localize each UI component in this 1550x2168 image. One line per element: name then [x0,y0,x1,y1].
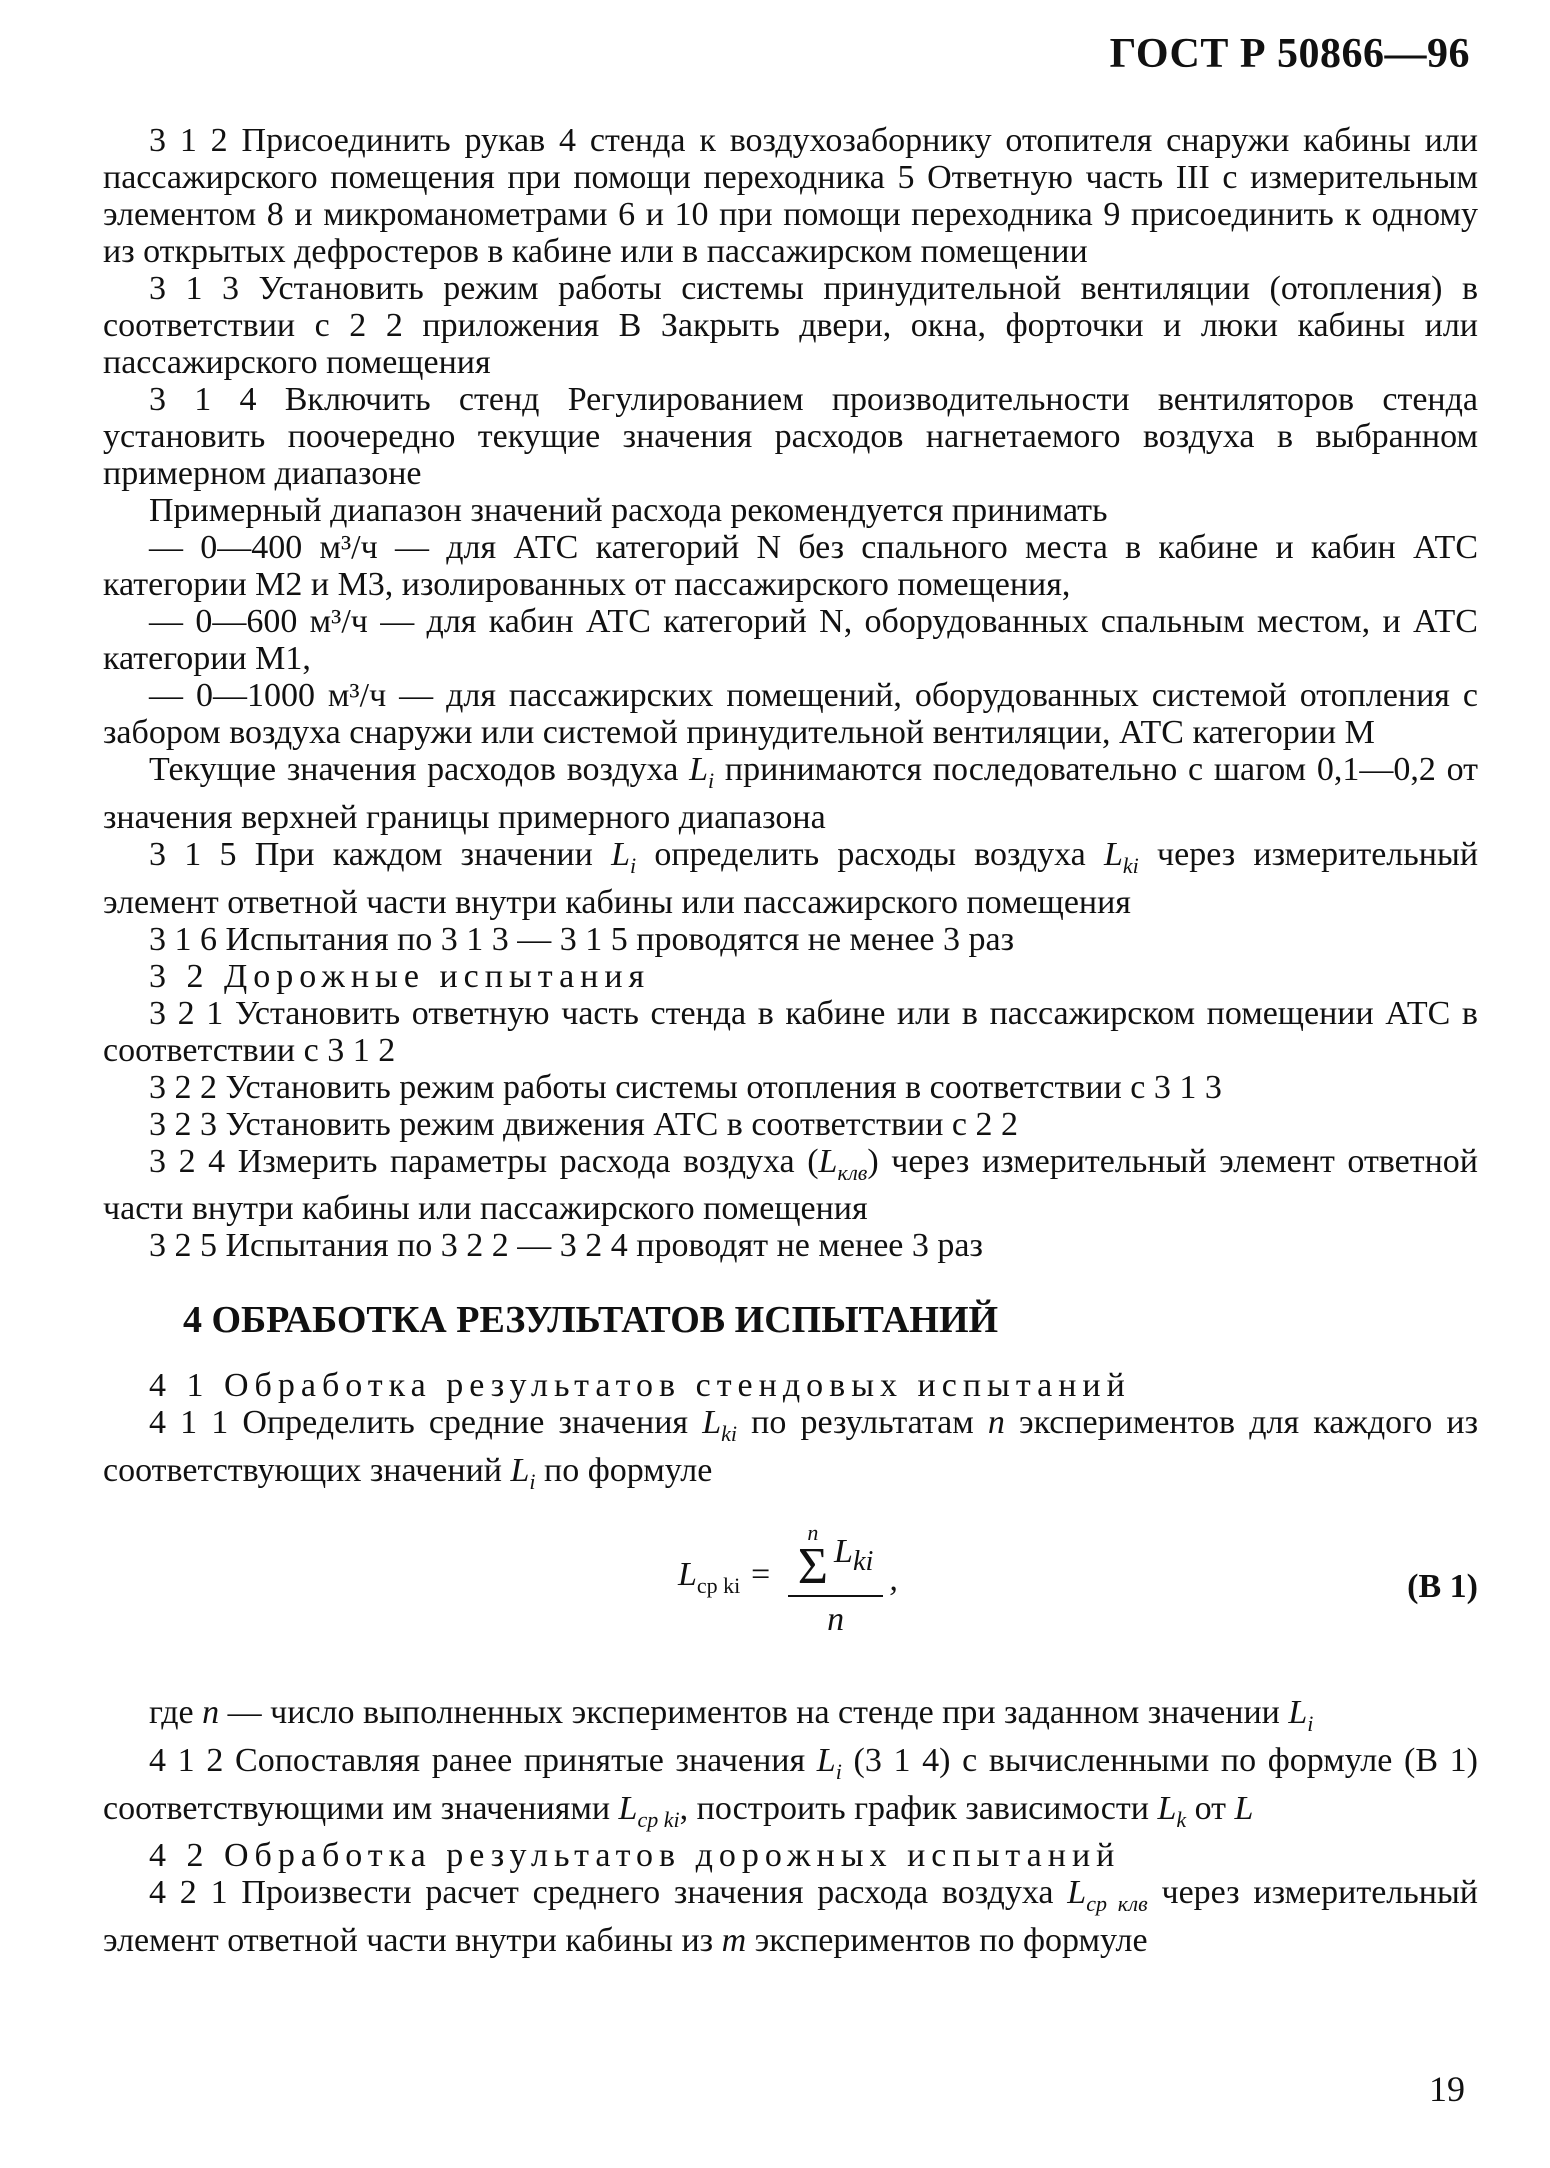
range-item-1: — 0—400 м³/ч — для АТС категорий N без спального места в кабине и кабин АТС категории M2 и M3, изолированных от пассажирского помещения, [103,529,1478,603]
formula-b1 [103,1514,1478,1684]
text-run: 4 1 1 Определить средние значения [149,1404,703,1442]
symbol-L: L [1234,1789,1254,1827]
text-run: через измерительный элемент ответной части внутри кабины из [103,1874,1479,1960]
formula-denominator: n [827,1600,845,1638]
sum-operator: n Σ [797,1519,829,1595]
sigma-icon: Σ [797,1537,829,1595]
symbol-L-i: $L_i$ [510,1452,536,1494]
symbol-L-i: $L_i$ [1288,1693,1314,1736]
paragraph-3-1-2: 3 1 2 Присоединить рукав 4 стенда к воздухозаборнику отопителя снаружи кабины или пассажирского помещения при помощи переходника 5 Ответную часть III с измерительным элементом 8 и микроманометрами 6 и 10 при помощи переходника 9 присоединить к одному из открытых дефростеров в кабине или в пассажирском помещении [103,122,1478,270]
symbol-L-i: $L_i$ [611,835,637,878]
subsection-4-1-title: 4 1 Обработка результатов стендовых испытаний [149,1367,1131,1405]
symbol-L-cp-ki: $L_{ср ki}$ [618,1789,680,1832]
text-run: (3 1 4) с вычисленными по формуле (В 1) соответствующими им значениями [103,1741,1478,1827]
section-4-title: 4 ОБРАБОТКА РЕЗУЛЬТАТОВ ИСПЫТАНИЙ [183,1299,999,1342]
text-run: , построить график зависимости [679,1789,1158,1827]
text-run: по результатам [737,1404,988,1442]
symbol-L-i: $L_i$ [816,1741,842,1784]
symbol-L-cp-klv: $L_{ср клв}$ [1067,1874,1148,1917]
symbol-L-ki: $L_{ki}$ [1104,835,1139,878]
text-run: экспериментов для каждого из соответствующих значений [103,1404,1478,1490]
paragraph-3-1-4: 3 1 4 Включить стенд Регулированием производительности вентиляторов стенда установить поочередно текущие значения расходов нагнетаемого воздуха в выбранном примерном диапазоне [103,381,1478,492]
paragraph-3-2-1: 3 2 1 Установить ответную часть стенда в кабине или в пассажирском помещении АТС в соответствии с 3 1 2 [103,994,1478,1069]
text-run: принимаются последовательно с шагом 0,1—0,2 от значения верхней границы примерного диапазона [103,751,1478,836]
symbol-L-i: $L_i$ [689,751,715,793]
page-number: 19 [1429,2069,1465,2109]
symbol-L-klv: $L_{клв}$ [818,1142,868,1185]
text-run: через измерительный элемент ответной части внутри кабины или пассажирского помещения [103,835,1479,921]
text-run: определить расходы воздуха [636,835,1104,873]
subsection-4-2-title: 4 2 Обработка результатов дорожных испытаний [149,1837,1121,1875]
formula-lhs: $L_{ср ki}$ = [678,1555,772,1598]
text-run: 4 2 1 Произвести расчет среднего значения расхода воздуха [149,1874,1068,1912]
text-run: 3 1 5 При каждом значении [149,835,612,873]
paragraph-3-1-6: 3 1 6 Испытания по 3 1 3 — 3 1 5 проводятся не менее 3 раз [149,920,1015,958]
range-item-3: — 0—1000 м³/ч — для пассажирских помещений, оборудованных системой отопления с забором воздуха снаружи или системой принудительной вентиляции, АТС категории M [103,677,1478,751]
paragraph-3-2-5: 3 2 5 Испытания по 3 2 2 — 3 2 4 проводят не менее 3 раз [149,1227,983,1265]
symbol-L-k: $L_k$ [1157,1789,1187,1832]
document-body [103,122,1478,1959]
text-run: от [1186,1789,1235,1827]
symbol-n: n [987,1404,1005,1442]
text-run: 3 2 4 Измерить параметры расхода воздуха ( [149,1142,819,1180]
paragraph-3-2-3: 3 2 3 Установить режим движения АТС в соответствии с 2 2 [149,1105,1019,1143]
formula-label: (В 1) [1407,1567,1478,1605]
range-intro: Примерный диапазон значений расхода рекомендуется принимать [149,492,1108,529]
symbol-L-ki: $L_{ki}$ [702,1404,737,1447]
text-run: где [149,1693,203,1731]
symbol-n: n [202,1693,220,1731]
text-run: Текущие значения расходов воздуха [149,751,690,788]
text-run: ) через измерительный элемент ответной части внутри кабины или пассажирского помещения [103,1142,1478,1228]
formula-numerator: n Σ $L_{ki}$ [788,1522,884,1597]
text-run: по формуле [535,1452,713,1490]
symbol-m: m [721,1922,747,1960]
paragraph-3-2-2: 3 2 2 Установить режим работы системы отопления в соответствии с 3 1 3 [149,1068,1222,1106]
paragraph-3-1-3: 3 1 3 Установить режим работы системы принудительной вентиляции (отопления) в соответствии с 2 2 приложения В Закрыть двери, окна, форточки и люки кабины или пассажирского помещения [103,270,1478,381]
range-item-2: — 0—600 м³/ч — для кабин АТС категорий N, оборудованных спальным местом, и АТС категории M1, [103,603,1478,677]
current-values-paragraph [103,751,1478,836]
formula-expression [678,1519,898,1638]
text-run: — число выполненных экспериментов на стенде при заданном значении [219,1693,1289,1731]
text-run: экспериментов по формуле [746,1922,1148,1960]
paragraph-4-2-1 [103,1874,1478,1959]
paragraph-4-1-2 [103,1742,1478,1838]
subsection-3-2-title: 3 2 Дорожные испытания [149,957,651,995]
paragraph-3-1-5 [103,836,1478,921]
paragraph-4-1-1 [103,1404,1478,1500]
paragraph-3-2-4 [103,1143,1478,1228]
text-run: 4 1 2 Сопоставляя ранее принятые значения [149,1741,817,1779]
where-clause [103,1694,1478,1742]
formula-fraction [788,1519,884,1638]
document-header: ГОСТ Р 50866—96 [1109,31,1470,77]
formula-comma: , [889,1561,898,1599]
